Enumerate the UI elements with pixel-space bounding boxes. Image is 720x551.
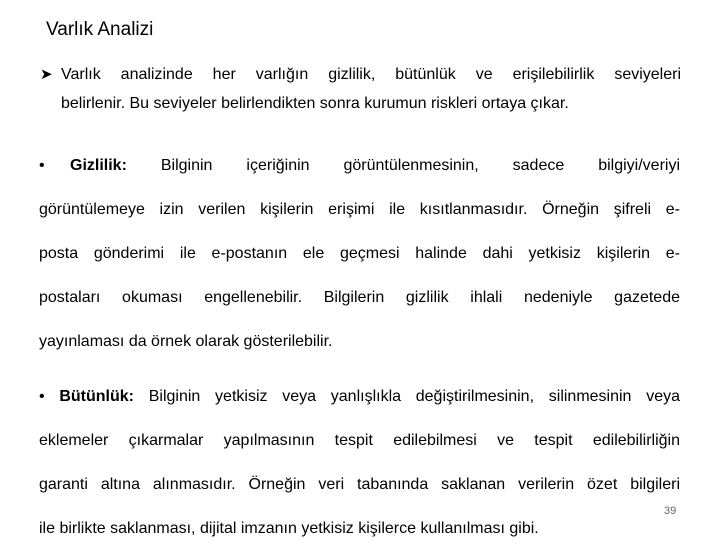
word: içeriğinin (246, 157, 310, 174)
confidentiality-line-5: yayınlaması da örnek olarak gösterilebilir. (39, 333, 333, 350)
slide-title: Varlık Analizi (46, 19, 154, 40)
integrity-line-4: ile birlikte saklanması, dijital imzanın yetkisiz kişilerce kullanılması gibi. (39, 520, 539, 537)
integrity-line-2: eklemeler çıkarmalar yapılmasının tespit edilebilmesi ve tespit edilebilirliğin (39, 432, 680, 449)
confidentiality-line-3: posta gönderimi ile e-postanın ele geçmesi halinde dahi yetkisiz kişilerin e- (39, 245, 680, 262)
integrity-term: Bütünlük: (59, 388, 134, 405)
intro-paragraph (40, 60, 681, 118)
word: sadece (512, 157, 565, 174)
bullet-icon: • (39, 388, 45, 405)
arrow-bullet-icon: ➤ (40, 66, 53, 83)
confidentiality-paragraph (39, 144, 680, 364)
word: görüntülenmesinin, (343, 157, 479, 174)
word: Bilginin (160, 157, 213, 174)
intro-line-2: belirlenir. Bu seviyeler belirlendikten sonra kurumun riskleri ortaya çıkar. (61, 95, 569, 112)
integrity-paragraph (39, 375, 680, 551)
confidentiality-line-2: görüntülemeye izin verilen kişilerin erişimi ile kısıtlanmasıdır. Örneğin şifreli e- (39, 201, 680, 218)
bullet-icon: • (39, 157, 45, 174)
page-number: 39 (664, 505, 677, 517)
confidentiality-term: Gizlilik: (70, 157, 127, 174)
integrity-line-1 (39, 375, 680, 419)
integrity-line-3: garanti altına alınmasıdır. Örneğin veri tabanında saklanan verilerin özet bilgileri (39, 476, 680, 493)
confidentiality-line-4: postaları okuması engellenebilir. Bilgilerin gizlilik ihlali nedeniyle gazetede (39, 289, 680, 306)
integrity-line-1-text: Bilginin yetkisiz veya yanlışlıkla değiştirilmesinin, silinmesinin veya (148, 388, 680, 405)
intro-line-1: Varlık analizinde her varlığın gizlilik, bütünlük ve erişilebilirlik seviyeleri (61, 66, 681, 83)
word: bilgiyi/veriyi (598, 157, 680, 174)
